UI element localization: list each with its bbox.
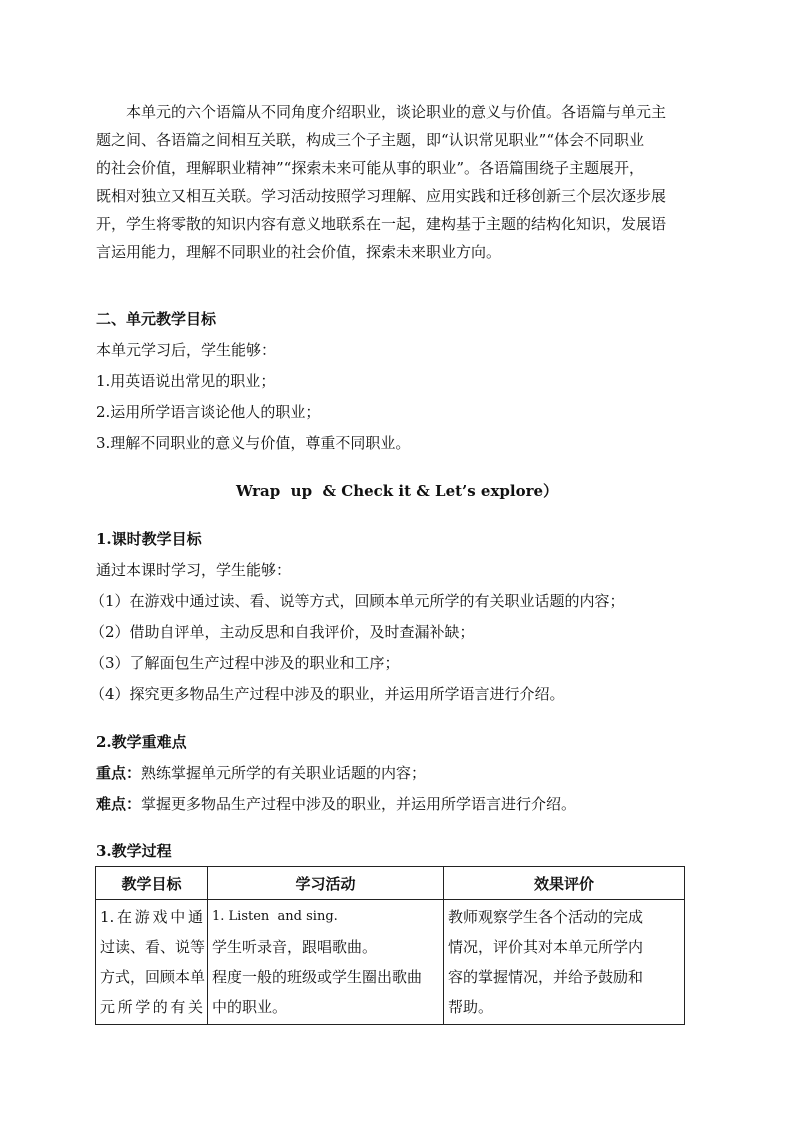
unit-intro-paragraph [96,98,708,266]
lesson-goal-item: （3）了解面包生产过程中涉及的职业和工序； [90,654,400,672]
lesson-goals-lead: 通过本课时学习，学生能够： [96,561,292,579]
activity-line: 程度一般的班级或学生圈出歌曲 [212,968,423,986]
intro-line: 的社会价值，理解职业精神”“探索未来可能从事的职业”。各语篇围绕子主题展开， [96,159,645,177]
intro-line: 言运用能力，理解不同职业的社会价值，探索未来职业方向。 [96,243,502,261]
goal-cell [96,900,208,1025]
evaluation-line: 容的掌握情况，并给予鼓励和 [448,968,644,986]
unit-goal-item: 1.用英语说出常见的职业； [96,372,276,390]
evaluation-line: 帮助。 [448,998,494,1016]
intro-line: 本单元的六个语篇从不同角度介绍职业，谈论职业的意义与价值。各语篇与单元主 [126,103,667,121]
unit-goal-item: 3.理解不同职业的意义与价值，尊重不同职业。 [96,434,411,452]
goal-line: 1.在游戏中通 [100,908,203,926]
header-activity: 学习活动 [208,867,444,900]
unit-goals-lead: 本单元学习后，学生能够： [96,341,277,359]
header-goal: 教学目标 [96,867,208,900]
process-heading: 3.教学过程 [96,842,172,860]
lesson-goal-item: （2）借助自评单，主动反思和自我评价，及时查漏补缺； [90,623,475,641]
intro-line: 既相对独立又相互关联。学习活动按照学习理解、应用实践和迁移创新三个层次逐步展 [96,187,667,205]
lesson-goal-item: （1）在游戏中通过读、看、说等方式，回顾本单元所学的有关职业话题的内容； [90,592,625,610]
evaluation-line: 情况，评价其对本单元所学内 [448,938,644,956]
lesson-goals-heading: 1.课时教学目标 [96,530,202,548]
lesson-title: Wrap up & Check it & Let’s explore） [235,482,559,500]
key-difficulty-line [96,793,576,814]
key-focus-line [96,762,426,783]
activity-line: 1. Listen and sing. [212,909,338,924]
lesson-goal-item: （4）探究更多物品生产过程中涉及的职业，并运用所学语言进行介绍。 [90,685,565,703]
evaluation-cell [444,900,685,1025]
table-header-row [96,867,685,900]
goal-line: 元所学的有关 [100,998,203,1016]
activity-line: 学生听录音，跟唱歌曲。 [212,938,378,956]
difficulty-text: 掌握更多物品生产过程中涉及的职业，并运用所学语言进行介绍。 [141,795,577,813]
focus-text: 熟练掌握单元所学的有关职业话题的内容； [141,764,427,782]
goal-line: 过读、看、说等 [100,938,206,956]
unit-goals-heading: 二、单元教学目标 [96,310,217,328]
difficulty-label: 难点： [96,795,142,813]
goal-line: 方式，回顾本单 [100,968,206,986]
unit-goal-item: 2.运用所学语言谈论他人的职业； [96,403,321,421]
activity-line: 中的职业。 [212,998,288,1016]
activity-cell [208,900,444,1025]
intro-line: 题之间、各语篇之间相互关联，构成三个子主题，即“认识常见职业”“体会不同职业 [96,131,645,149]
teaching-process-table [95,866,685,1025]
key-points-heading: 2.教学重难点 [96,733,187,751]
evaluation-line: 教师观察学生各个活动的完成 [448,908,644,926]
header-evaluation: 效果评价 [444,867,685,900]
intro-line: 开，学生将零散的知识内容有意义地联系在一起，建构基于主题的结构化知识，发展语 [96,215,667,233]
focus-label: 重点： [96,764,142,782]
table-row [96,900,685,1025]
